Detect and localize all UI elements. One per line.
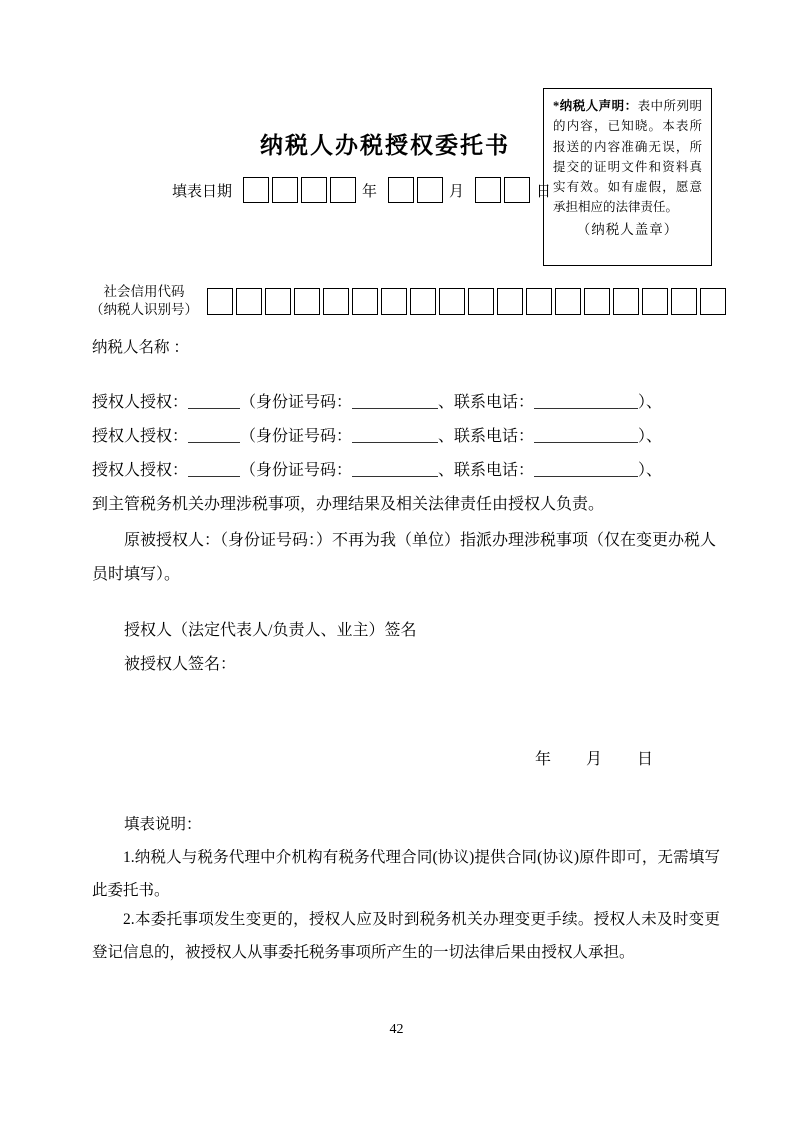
authorization-line [92,389,662,412]
input-box [410,288,436,315]
declaration-label: *纳税人声明： [553,99,638,113]
id-number-blank-underline [352,394,438,409]
year-boxes [243,177,356,203]
input-box [526,288,552,315]
taxpayer-name-label: 纳税人名称 ： [92,339,189,356]
input-box [272,177,298,203]
phone-blank-underline [534,428,638,443]
auth-prefix: 授权人授权： [92,394,189,411]
auth-id-label: （身份证号码： [240,428,353,445]
year-label: 年 [362,183,378,200]
input-box [207,288,233,315]
input-box [352,288,378,315]
former-agent-text: 原被授权人：（身份证号码：）不再为我（单位）指派办理涉税事项（仅在变更办税人员时填写）。 [92,532,717,583]
notes-heading: 填表说明： [124,816,202,833]
auth-id-label: （身份证号码： [240,462,353,479]
authorization-scope-text: 到主管税务机关办理涉税事项，办理结果及相关法律责任由授权人负责。 [92,496,605,513]
fill-date-label: 填表日期 [172,183,233,200]
form-title: 纳税人办税授权委托书 [260,133,510,158]
input-box [236,288,262,315]
input-box [243,177,269,203]
input-box [294,288,320,315]
input-box [388,177,414,203]
authorizer-blank-underline [188,394,240,409]
principal-signature-label: 授权人（法定代表人/负责人、业主）签名 [124,622,417,639]
credit-code-label [90,283,198,319]
auth-phone-label: 、联系电话： [438,462,535,479]
input-box [504,177,530,203]
auth-suffix: ）、 [638,462,663,479]
day-boxes [475,177,530,203]
note-item: 2.本委托事项发生变更的，授权人应及时到税务机关办理变更手续。授权人未及时变更登记信息的，被授权人从事委托税务事项所产生的一切法律后果由授权人承担。 [92,911,720,961]
month-boxes [388,177,443,203]
input-box [265,288,291,315]
taxpayer-seal-line: （纳税人盖章） [576,221,679,237]
note-item: 1.纳税人与税务代理中介机构有税务代理合同(协议)提供合同(协议)原件即可，无需填写此委托书。 [92,849,720,899]
fill-date-row [172,177,553,203]
input-box [613,288,639,315]
authorization-line [92,423,662,446]
input-box [700,288,726,315]
auth-prefix: 授权人授权： [92,462,189,479]
auth-suffix: ）、 [638,394,663,411]
input-box [417,177,443,203]
authorization-line [92,457,662,480]
auth-suffix: ）、 [638,428,663,445]
phone-blank-underline [534,462,638,477]
auth-phone-label: 、联系电话： [438,428,535,445]
auth-prefix: 授权人授权： [92,428,189,445]
authorizer-blank-underline [188,428,240,443]
id-number-blank-underline [352,428,438,443]
input-box [301,177,327,203]
input-box [323,288,349,315]
input-box [584,288,610,315]
authorizer-blank-underline [188,462,240,477]
taxpayer-declaration-box [543,88,712,266]
auth-phone-label: 、联系电话： [438,394,535,411]
declaration-body: 表中所列明的内容，已知晓。本表所报送的内容准确无误，所提交的证明文件和资料真实有效。如有虚假，愿意承担相应的法律责任。 [553,99,702,215]
input-box [642,288,668,315]
input-box [330,177,356,203]
input-box [475,177,501,203]
credit-code-label-line2: （纳税人识别号） [90,302,198,318]
input-box [439,288,465,315]
credit-code-row [90,283,726,319]
id-number-blank-underline [352,462,438,477]
month-label: 月 [449,183,465,200]
input-box [671,288,697,315]
phone-blank-underline [534,394,638,409]
input-box [555,288,581,315]
credit-code-label-line1: 社会信用代码 [103,284,185,299]
page-number: 42 [389,1022,404,1037]
day-label: 日 [536,183,552,200]
auth-id-label: （身份证号码： [240,394,353,411]
input-box [381,288,407,315]
signature-date-line: 年 月 日 [535,751,655,768]
credit-code-boxes [207,288,726,315]
input-box [497,288,523,315]
input-box [468,288,494,315]
agent-signature-label: 被授权人签名： [124,656,237,673]
